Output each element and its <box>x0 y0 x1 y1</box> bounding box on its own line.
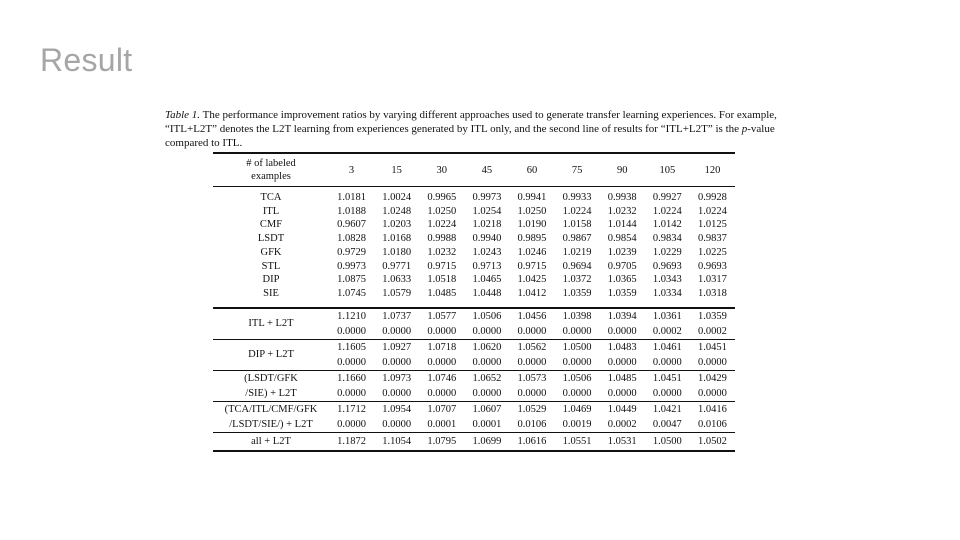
header-col: 60 <box>526 164 538 176</box>
row-label: GFK <box>260 246 282 258</box>
cell: 1.1712 <box>337 403 366 415</box>
cell: 1.0318 <box>698 287 727 299</box>
caption-label: Table 1. <box>165 109 201 121</box>
cell: 0.9693 <box>698 260 727 272</box>
cell: 1.0188 <box>337 205 366 217</box>
group-label-line1: (TCA/ITL/CMF/GFK <box>224 403 318 415</box>
group-label-line1: (LSDT/GFK <box>244 372 298 384</box>
cell: 1.0500 <box>562 341 592 353</box>
cell: 1.0359 <box>607 287 637 299</box>
cell: 1.0579 <box>382 287 412 299</box>
cell: 1.0699 <box>472 435 502 447</box>
cell: 1.0429 <box>698 372 727 384</box>
cell: 1.0633 <box>382 274 412 286</box>
cell: 0.0000 <box>472 387 502 399</box>
cell: 0.0000 <box>517 325 547 337</box>
cell: 0.0000 <box>427 356 457 368</box>
cell: 1.0828 <box>337 233 366 245</box>
cell: 1.0465 <box>472 274 502 286</box>
cell: 0.9729 <box>337 246 366 258</box>
cell: 1.0024 <box>382 192 412 203</box>
cell: 0.0000 <box>562 325 592 337</box>
results-table <box>213 152 735 452</box>
cell: 1.0451 <box>652 372 682 384</box>
cell: 1.0483 <box>607 341 637 353</box>
row-label: CMF <box>259 219 283 231</box>
cell: 0.9715 <box>427 260 457 272</box>
cell: 1.0219 <box>562 246 592 258</box>
cell: 1.0718 <box>427 341 457 353</box>
cell: 0.9854 <box>607 233 637 245</box>
header-col: 90 <box>616 164 628 176</box>
cell: 1.0180 <box>382 246 412 258</box>
group-label-line1: DIP + L2T <box>248 349 294 361</box>
cell: 0.0000 <box>517 356 547 368</box>
header-col: 120 <box>704 164 721 176</box>
cell: 1.0616 <box>517 435 547 447</box>
cell: 0.0019 <box>562 418 592 430</box>
cell: 1.1210 <box>337 310 366 322</box>
cell: 1.0232 <box>427 246 457 258</box>
header-examples-line2: examples <box>251 171 291 182</box>
table-row <box>213 339 735 355</box>
group-all-sources-l2t <box>213 401 735 432</box>
cell: 1.0451 <box>698 341 727 353</box>
header-row <box>213 153 735 187</box>
table-row <box>213 432 735 451</box>
cell: 1.0372 <box>562 274 592 286</box>
table-caption <box>165 108 805 150</box>
cell: 1.0158 <box>562 219 592 231</box>
row-label: SIE <box>263 287 279 299</box>
cell: 1.0500 <box>652 435 682 447</box>
cell: 1.0254 <box>472 205 502 217</box>
group-label <box>213 370 329 401</box>
cell: 1.1872 <box>337 435 366 447</box>
cell: 1.0225 <box>698 246 727 258</box>
cell: 0.0000 <box>427 325 457 337</box>
cell: 1.0416 <box>698 403 727 415</box>
cell: 1.0456 <box>517 310 547 322</box>
caption-line1: The performance improvement ratios by varying different approaches used to generate transfer learning experiences. For example, <box>200 109 777 121</box>
table-row <box>213 187 735 205</box>
table-row <box>213 401 735 417</box>
cell: 0.9895 <box>517 233 547 245</box>
cell: 0.0000 <box>382 356 412 368</box>
cell: 1.0229 <box>652 246 682 258</box>
row-label: ITL <box>262 205 280 217</box>
group-label <box>213 308 329 340</box>
cell: 1.1605 <box>337 341 366 353</box>
table-row <box>213 246 735 260</box>
cell: 1.0461 <box>652 341 682 353</box>
table-row <box>213 370 735 386</box>
cell: 0.0000 <box>337 356 366 368</box>
cell: 0.0000 <box>562 387 592 399</box>
cell: 0.9607 <box>337 219 366 231</box>
row-label: DIP <box>262 274 280 286</box>
row-label: STL <box>261 260 281 272</box>
cell: 0.9715 <box>517 260 547 272</box>
cell: 0.0000 <box>607 356 637 368</box>
cell: 1.0394 <box>607 310 637 322</box>
header-col: 75 <box>571 164 583 176</box>
cell: 1.0224 <box>652 205 682 217</box>
cell: 1.0449 <box>607 403 637 415</box>
cell: 0.0000 <box>652 387 682 399</box>
caption-line2a: “ITL+L2T” denotes the L2T learning from experiences generated by ITL only, and the second line of results for “ITL+L2T” is the <box>165 123 742 135</box>
cell: 1.0224 <box>427 219 457 231</box>
cell: 1.0168 <box>382 233 412 245</box>
cell: 1.0190 <box>517 219 547 231</box>
cell: 1.0745 <box>337 287 366 299</box>
cell: 1.0607 <box>472 403 502 415</box>
row-label: TCA <box>260 192 282 203</box>
cell: 1.0412 <box>517 287 547 299</box>
cell: 1.0232 <box>607 205 637 217</box>
cell: 1.0203 <box>382 219 412 231</box>
cell: 0.0001 <box>472 418 502 430</box>
cell: 1.0343 <box>652 274 682 286</box>
cell: 1.0421 <box>652 403 682 415</box>
cell: 0.0000 <box>562 356 592 368</box>
cell: 0.0000 <box>698 387 727 399</box>
cell: 1.0485 <box>427 287 457 299</box>
cell: 0.0000 <box>427 387 457 399</box>
cell: 1.0954 <box>382 403 412 415</box>
slide-title: Result <box>40 42 133 78</box>
cell: 0.0000 <box>698 356 727 368</box>
cell: 1.0529 <box>517 403 547 415</box>
cell: 0.0000 <box>337 325 366 337</box>
group-label <box>213 339 329 370</box>
cell: 1.0144 <box>607 219 637 231</box>
cell: 1.0502 <box>698 435 727 447</box>
cell: 1.0218 <box>472 219 502 231</box>
cell: 1.0425 <box>517 274 547 286</box>
cell: 0.0002 <box>607 418 637 430</box>
cell: 0.0000 <box>382 325 412 337</box>
cell: 0.9938 <box>607 192 637 203</box>
cell: 1.0485 <box>607 372 637 384</box>
cell: 0.9941 <box>517 192 547 203</box>
cell: 1.0334 <box>652 287 682 299</box>
group-lsdt-gfk-sie-l2t <box>213 370 735 401</box>
table-row <box>213 273 735 287</box>
cell: 1.0551 <box>562 435 592 447</box>
cell: 1.0531 <box>607 435 637 447</box>
cell: 1.0620 <box>472 341 502 353</box>
cell: 1.0562 <box>517 341 547 353</box>
cell: 0.0106 <box>698 418 727 430</box>
caption-line3: compared to ITL. <box>165 137 243 149</box>
cell: 0.9933 <box>562 192 592 203</box>
cell: 0.0001 <box>427 418 457 430</box>
cell: 1.0737 <box>382 310 412 322</box>
group-itl-l2t <box>213 308 735 340</box>
cell: 0.9973 <box>337 260 366 272</box>
cell: 1.0361 <box>652 310 682 322</box>
cell: 1.0250 <box>427 205 457 217</box>
cell: 0.0002 <box>652 325 682 337</box>
cell: 1.0469 <box>562 403 592 415</box>
group-label-line2: /LSDT/SIE/) + L2T <box>229 418 313 430</box>
cell: 0.0000 <box>607 325 637 337</box>
cell: 0.0002 <box>698 325 727 337</box>
cell: 0.0000 <box>337 387 366 399</box>
cell: 1.1660 <box>337 372 366 384</box>
caption-line2b: -value <box>747 123 775 135</box>
results-table-wrapper <box>213 152 735 452</box>
cell: 0.0000 <box>517 387 547 399</box>
cell: 1.0317 <box>698 274 727 286</box>
cell: 1.0795 <box>427 435 457 447</box>
cell: 1.0181 <box>337 192 366 203</box>
header-col: 3 <box>348 164 355 176</box>
cell: 1.0243 <box>472 246 502 258</box>
cell: 0.0000 <box>472 356 502 368</box>
cell: 0.9771 <box>382 260 412 272</box>
cell: 0.9837 <box>698 233 727 245</box>
cell: 1.0398 <box>562 310 592 322</box>
cell: 1.0506 <box>562 372 592 384</box>
cell: 0.0000 <box>337 418 366 430</box>
group-label-line2: /SIE) + L2T <box>245 387 297 399</box>
cell: 0.0000 <box>382 387 412 399</box>
cell: 1.0365 <box>607 274 637 286</box>
cell: 1.0875 <box>337 274 366 286</box>
header-col: 45 <box>481 164 493 176</box>
cell: 1.1054 <box>382 435 412 447</box>
cell: 0.9713 <box>472 260 502 272</box>
group-label-line1: ITL + L2T <box>248 318 294 330</box>
all-l2t-row <box>213 432 735 451</box>
cell: 1.0927 <box>382 341 412 353</box>
cell: 1.0573 <box>517 372 547 384</box>
cell: 0.9867 <box>562 233 592 245</box>
cell: 0.9834 <box>652 233 682 245</box>
cell: 0.9988 <box>427 233 457 245</box>
table-row <box>213 205 735 219</box>
cell: 0.0000 <box>652 356 682 368</box>
cell: 1.0518 <box>427 274 457 286</box>
cell: 1.0248 <box>382 205 412 217</box>
cell: 1.0707 <box>427 403 457 415</box>
cell: 1.0224 <box>562 205 592 217</box>
row-label: LSDT <box>257 233 285 245</box>
cell: 1.0224 <box>698 205 727 217</box>
cell: 0.0000 <box>472 325 502 337</box>
cell: 0.9940 <box>472 233 502 245</box>
header-examples <box>213 153 329 187</box>
cell: 1.0142 <box>652 219 682 231</box>
header-col: 105 <box>659 164 676 176</box>
cell: 1.0973 <box>382 372 412 384</box>
cell: 0.9965 <box>427 192 457 203</box>
cell: 1.0506 <box>472 310 502 322</box>
group-dip-l2t <box>213 339 735 370</box>
baseline-rows <box>213 187 735 308</box>
cell: 1.0746 <box>427 372 457 384</box>
cell: 1.0250 <box>517 205 547 217</box>
row-label: all + L2T <box>251 435 291 447</box>
cell: 1.0359 <box>562 287 592 299</box>
table-row <box>213 232 735 246</box>
cell: 1.0246 <box>517 246 547 258</box>
cell: 1.0359 <box>698 310 727 322</box>
cell: 1.0448 <box>472 287 502 299</box>
caption-pvalue: p <box>741 123 748 135</box>
cell: 0.0000 <box>607 387 637 399</box>
cell: 0.9927 <box>652 192 682 203</box>
cell: 1.0239 <box>607 246 637 258</box>
cell: 0.9693 <box>652 260 682 272</box>
group-label <box>213 401 329 432</box>
table-row <box>213 260 735 274</box>
cell: 1.0577 <box>427 310 457 322</box>
table-row <box>213 287 735 308</box>
table-row <box>213 308 735 324</box>
cell: 1.0125 <box>698 219 727 231</box>
cell: 1.0652 <box>472 372 502 384</box>
header-col: 15 <box>391 164 402 176</box>
header-examples-line1: # of labeled <box>246 158 296 169</box>
cell: 0.9705 <box>607 260 637 272</box>
table-row <box>213 218 735 232</box>
cell: 0.9928 <box>698 192 727 203</box>
cell: 0.9973 <box>472 192 502 203</box>
cell: 0.9694 <box>562 260 592 272</box>
cell: 0.0106 <box>517 418 547 430</box>
cell: 0.0047 <box>652 418 682 430</box>
header-col: 30 <box>436 164 448 176</box>
cell: 0.0000 <box>382 418 412 430</box>
